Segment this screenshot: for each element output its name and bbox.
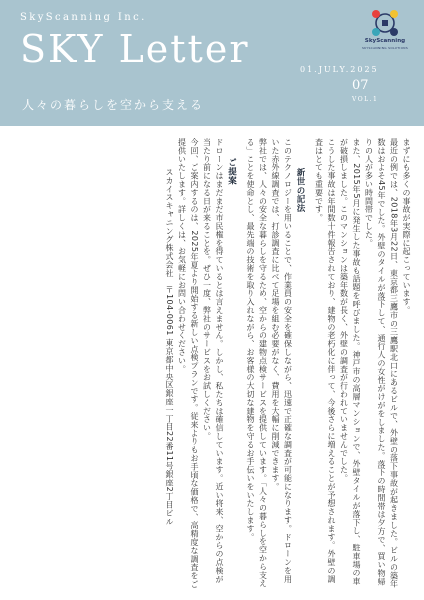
article-paragraph: 弊社では、人々の安全な暮らしを守るため、空からの建物点検サービスを提供しています。「人々の暮らしを空から支える」ことを使命とし、最先端の技術を取り入れながら、お客様の大切な建物を守るお手伝いをいたします。 bbox=[246, 138, 268, 588]
article-paragraph: こうした事故は年間数十件報告されており、建物の老朽化に伴って、今後さらに増えることが予想されます。外壁の調査はとても重要です。 bbox=[314, 138, 336, 584]
article-paragraph: まずにも多くの事故が実際に起こっています。 bbox=[402, 138, 411, 315]
article-paragraph: 今回、ご案内するのは、2025年夏より開始する新しい点検プランです。従来よりもお手頃な価格で、高精度な調査をご提供いたします。詳しくは、お気軽にお問い合わせください。 bbox=[177, 138, 199, 589]
company-address: スカイスキャニング株式会社 〒104-0061 東京都中央区銀座一丁目22番11号銀座2丁目ビル bbox=[165, 168, 174, 526]
issue-number: 07 bbox=[352, 78, 369, 93]
section-heading: 新世の記法 bbox=[295, 168, 305, 213]
company-logo bbox=[355, 8, 415, 54]
issue-volume: VOL.1 bbox=[352, 96, 379, 103]
logo-name: SkyScanning bbox=[364, 38, 406, 44]
article-paragraph: また、2015年5月に発生した事故も話題を呼びました。神戸市の高層マンションで、外壁タイルが落下し、駐車場の車が破損しました。このマンションは築年数が長く、外壁の調査が行われていませんでした。 bbox=[339, 138, 361, 586]
newsletter-subtitle: 人々の暮らしを空から支える bbox=[22, 98, 205, 112]
company-name: SkyScanning Inc. bbox=[20, 12, 147, 23]
drone-logo-icon bbox=[370, 8, 400, 38]
article-paragraph: 最近の例では、2018年3月22日、東京都三鷹市の三鷹駅北口にあるビルで、外壁の落下事故が起きました。ビルの築年数はおよそ45年でした。外壁のタイルが落下して、通行人の女性がけがをしました。落下の時間帯は夕方で、買い物帰りの人が多い時間帯でした。 bbox=[364, 138, 399, 589]
logo-tagline: SKYSCANNING SOLUTIONS bbox=[361, 45, 409, 50]
issue-date: 01.JULY.2025 bbox=[300, 65, 379, 74]
header-banner bbox=[0, 0, 424, 126]
article-paragraph: ドローンはまだまだ市民権を得ているとは言えません。しかし、私たちは確信しています。近い将来、空からの点検が当たり前になる日が来ることを。ぜひ一度、弊社のサービスをお試しください。 bbox=[202, 138, 224, 584]
vertical-article-text bbox=[12, 138, 412, 590]
newsletter-title: SKY Letter bbox=[20, 27, 250, 71]
section-heading: ご提案 bbox=[226, 158, 237, 185]
article-body bbox=[12, 138, 412, 590]
article-paragraph: このテクノロジーを用いることで、作業員の安全を確保しながら、迅速で正確な調査が可能になります。ドローンを用いた赤外線調査では、打診調査に比べて足場を組む必要がなく、費用を大幅に削減できます。 bbox=[271, 138, 293, 584]
